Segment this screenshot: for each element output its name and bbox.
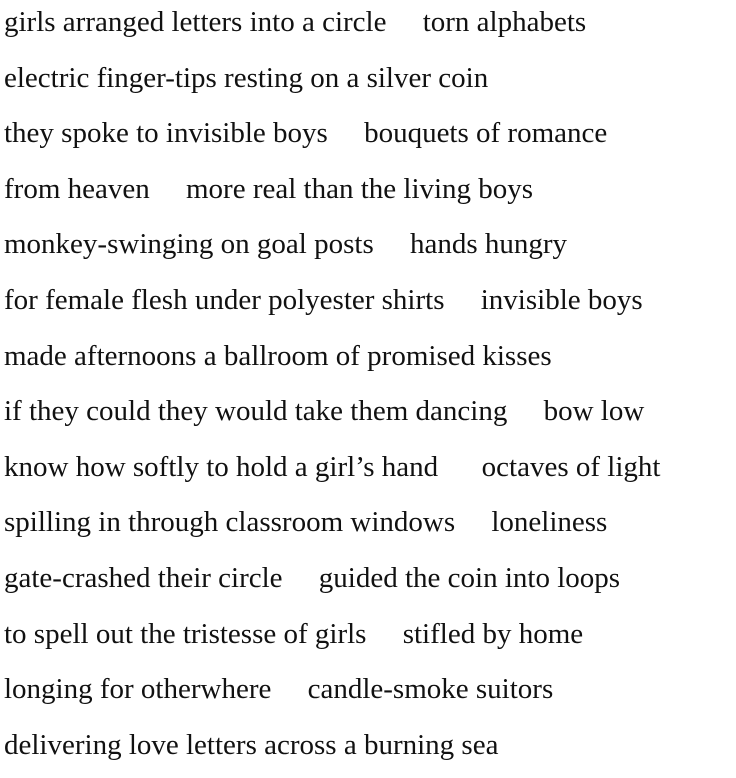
poem-line: for female flesh under polyester shirts invisible boys xyxy=(4,283,643,316)
poem-line: from heaven more real than the living boys xyxy=(4,172,534,205)
poem-line: delivering love letters across a burning sea xyxy=(4,728,499,761)
poem-line: they spoke to invisible boys bouquets of romance xyxy=(4,117,608,150)
poem-line: to spell out the tristesse of girls stifled by home xyxy=(4,617,584,650)
poem-line: longing for otherwhere candle-smoke suitors xyxy=(4,673,554,706)
poem-line: if they could they would take them dancing bow low xyxy=(4,395,645,428)
poem-line: gate-crashed their circle guided the coin into loops xyxy=(4,561,621,594)
poem-line: monkey-swinging on goal posts hands hungry xyxy=(4,228,568,261)
poem-text xyxy=(4,0,736,778)
poem-line: electric finger-tips resting on a silver coin xyxy=(4,61,489,94)
poem-line: made afternoons a ballroom of promised kisses xyxy=(4,339,552,372)
poem-line: know how softly to hold a girl’s hand octaves of light xyxy=(4,450,661,483)
poem-line: girls arranged letters into a circle torn alphabets xyxy=(4,6,587,38)
poem-line: spilling in through classroom windows loneliness xyxy=(4,506,608,539)
